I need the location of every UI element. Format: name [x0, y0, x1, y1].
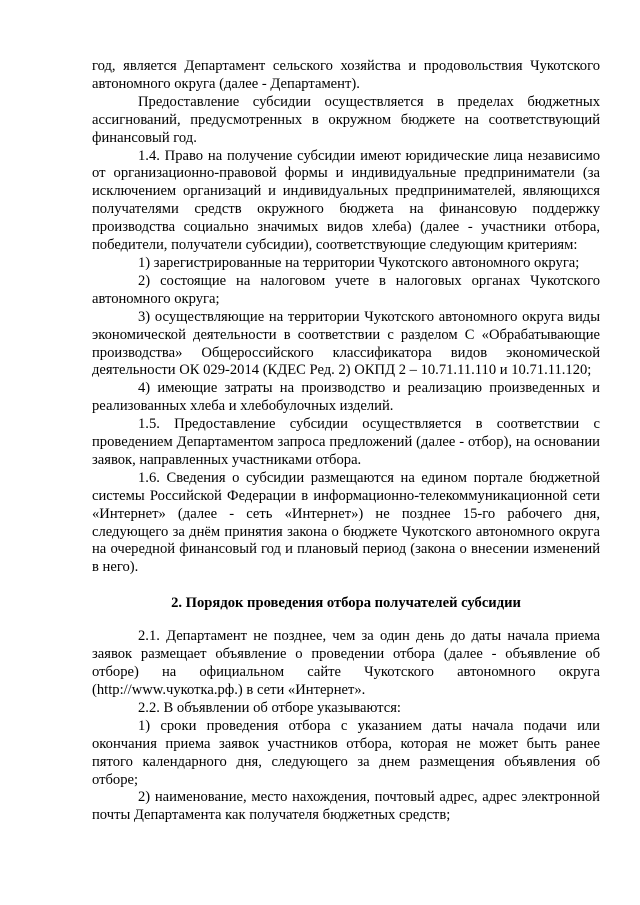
criterion-4: 4) имеющие затраты на производство и реализацию произведенных и реализованных хлеба и хлебобулочных изделий. — [92, 380, 600, 415]
section-heading: 2. Порядок проведения отбора получателей субсидии — [171, 595, 521, 612]
paragraph-1-5: 1.5. Предоставление субсидии осуществляется в соответствии с проведением Департаментом запроса предложений (далее - отбор), на основании заявок, направленных участниками отбора. — [92, 416, 600, 468]
announcement-item-1: 1) сроки проведения отбора с указанием даты начала подачи или окончания приема заявок участников отбора, которая не может быть ранее пятого календарного дня, следующего за днем размещения объявления об отборе; — [92, 717, 600, 788]
paragraph-1-4: 1.4. Право на получение субсидии имеют юридические лица независимо от организационно-правовой формы и индивидуальные предприниматели (за исключением организаций и индивидуальных предпринимателей, являющихся получателями средств окружного бюджета на финансовую поддержку производства социально значимых видов хлеба) (далее - участники отбора, победители, получатели субсидии), соответствующие следующим критериям: — [92, 147, 600, 254]
paragraphs-before — [92, 58, 600, 577]
paragraph-2-1: 2.1. Департамент не позднее, чем за один день до даты начала приема заявок размещает объявление о проведении отбора (далее - объявление об отборе) на официальном сайте Чукотского автономного округа (http://www.чукотка.рф.) в сети «Интернет». — [92, 628, 600, 698]
paragraphs-after — [92, 628, 600, 825]
paragraph-1-6: 1.6. Сведения о субсидии размещаются на едином портале бюджетной системы Российской Федерации в информационно-телекоммуникационной сети «Интернет» (далее - сеть «Интернет») не позднее 15-го рабочего дня, следующего за днём принятия закона о бюджете Чукотского автономного округа на очередной финансовый год и плановый период (закона о внесении изменений в него). — [92, 469, 600, 576]
paragraph-budget-allocations: Предоставление субсидии осуществляется в пределах бюджетных ассигнований, предусмотренных в окружном бюджете на соответствующий финансовый год. — [92, 93, 600, 146]
criterion-3: 3) осуществляющие на территории Чукотского автономного округа виды экономической деятельности в соответствии с разделом С «Обрабатывающие производства» Общероссийского классификатора видов экономической деятельности ОК 029-2014 (КДЕС Ред. 2) ОКПД 2 – 10.71.11.110 и 10.71.11.120; — [92, 308, 600, 379]
paragraph-continuation: год, является Департамент сельского хозяйства и продовольствия Чукотского автономного округа (далее - Департамент). — [92, 58, 600, 92]
paragraph-2-2: 2.2. В объявлении об отборе указываются: — [138, 699, 401, 716]
criterion-1: 1) зарегистрированные на территории Чукотского автономного округа; — [138, 254, 580, 271]
criterion-2: 2) состоящие на налоговом учете в налоговых органах Чукотского автономного округа; — [92, 272, 600, 307]
document-page — [92, 58, 600, 825]
announcement-item-2: 2) наименование, место нахождения, почтовый адрес, адрес электронной почты Департамента как получателя бюджетных средств; — [92, 789, 600, 824]
